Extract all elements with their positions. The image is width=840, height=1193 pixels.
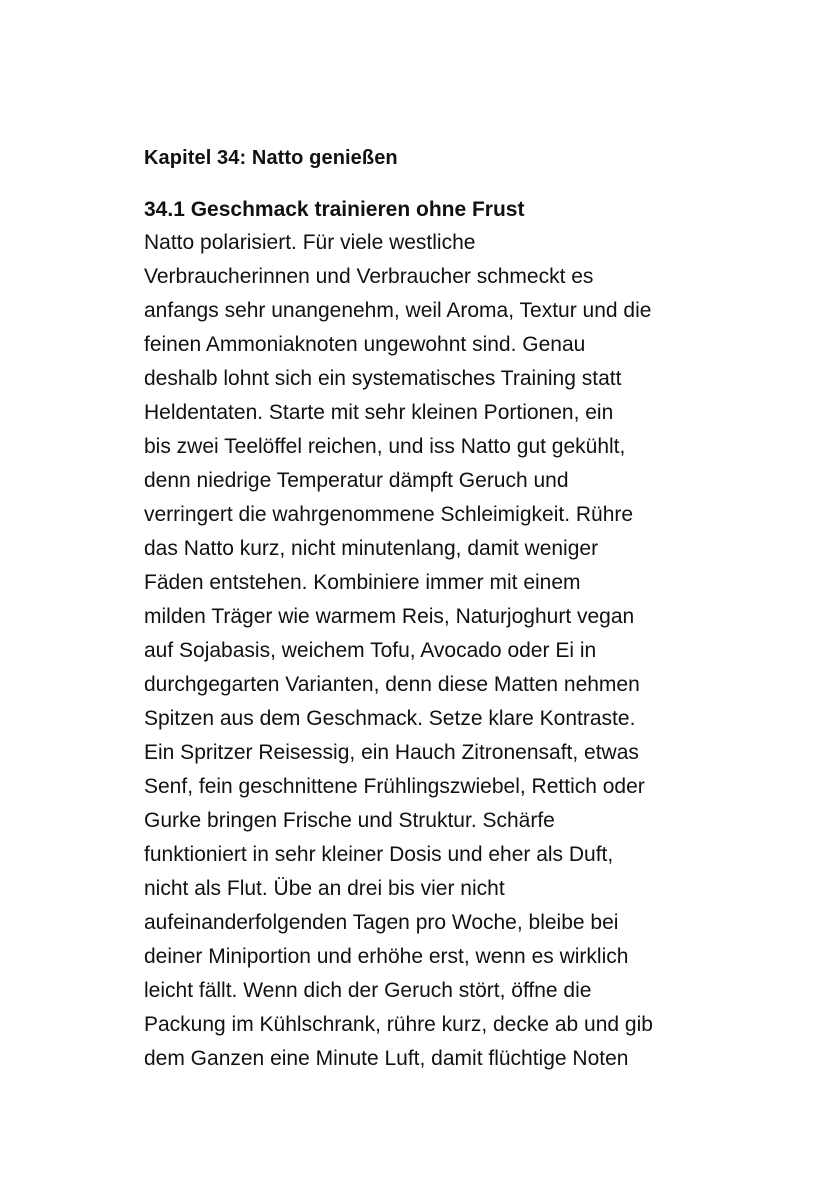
body-line: durchgegarten Varianten, denn diese Matten nehmen	[144, 673, 640, 696]
body-line: das Natto kurz, nicht minutenlang, damit weniger	[144, 537, 599, 560]
body-line: deshalb lohnt sich ein systematisches Training statt	[144, 367, 622, 390]
body-line: nicht als Flut. Übe an drei bis vier nicht	[144, 877, 505, 900]
body-line: auf Sojabasis, weichem Tofu, Avocado oder Ei in	[144, 639, 597, 662]
body-line: dem Ganzen eine Minute Luft, damit flüchtige Noten	[144, 1047, 629, 1070]
body-line: verringert die wahrgenommene Schleimigkeit. Rühre	[144, 503, 634, 526]
body-line: bis zwei Teelöffel reichen, und iss Natto gut gekühlt,	[144, 435, 626, 458]
body-line: Packung im Kühlschrank, rühre kurz, decke ab und gib	[144, 1013, 653, 1036]
body-line: Gurke bringen Frische und Struktur. Schärfe	[144, 809, 555, 832]
body-line: leicht fällt. Wenn dich der Geruch stört, öffne die	[144, 979, 592, 1002]
body-line: Ein Spritzer Reisessig, ein Hauch Zitronensaft, etwas	[144, 741, 639, 764]
page-content	[144, 144, 714, 1076]
body-line: Spitzen aus dem Geschmack. Setze klare Kontraste.	[144, 707, 636, 730]
body-line: Senf, fein geschnittene Frühlingszwiebel, Rettich oder	[144, 775, 645, 798]
body-line: Heldentaten. Starte mit sehr kleinen Portionen, ein	[144, 401, 614, 424]
section-body	[144, 226, 714, 1076]
body-line: Verbraucherinnen und Verbraucher schmeckt es	[144, 265, 594, 288]
body-line: milden Träger wie warmem Reis, Naturjoghurt vegan	[144, 605, 635, 628]
chapter-title: Kapitel 34: Natto genießen	[144, 147, 398, 169]
body-line: anfangs sehr unangenehm, weil Aroma, Textur und die	[144, 299, 652, 322]
body-line: Natto polarisiert. Für viele westliche	[144, 231, 476, 254]
body-line: feinen Ammoniaknoten ungewohnt sind. Genau	[144, 333, 586, 356]
body-line: denn niedrige Temperatur dämpft Geruch und	[144, 469, 569, 492]
body-line: Fäden entstehen. Kombiniere immer mit einem	[144, 571, 581, 594]
body-line: deiner Miniportion und erhöhe erst, wenn es wirklich	[144, 945, 629, 968]
body-line: funktioniert in sehr kleiner Dosis und eher als Duft,	[144, 843, 614, 866]
body-line: aufeinanderfolgenden Tagen pro Woche, bleibe bei	[144, 911, 619, 934]
section-title: 34.1 Geschmack trainieren ohne Frust	[144, 198, 525, 221]
